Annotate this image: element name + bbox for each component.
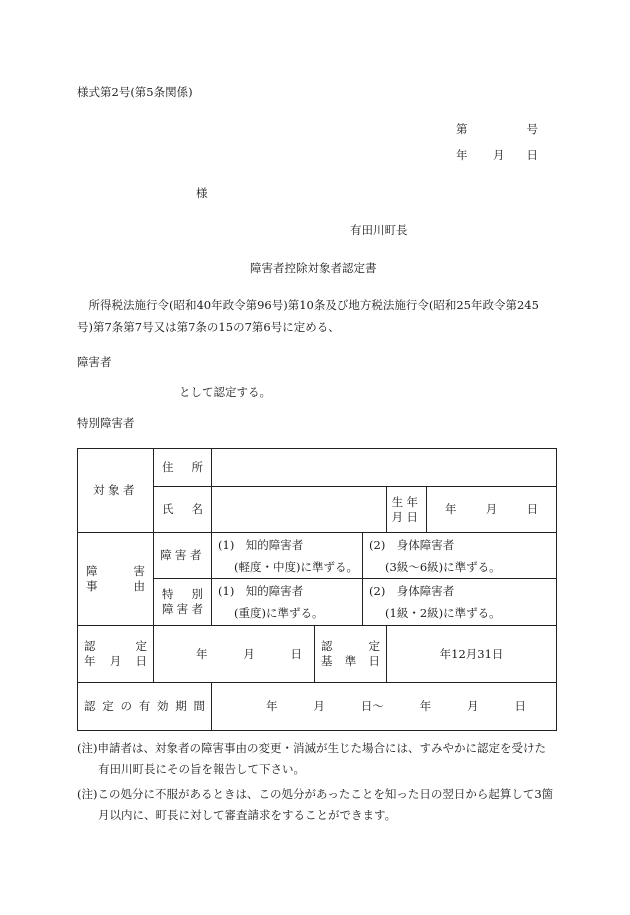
intellectual-1: (1) 知的障害者 (軽度・中度)に準ずる。 — [212, 533, 363, 579]
standard-date-label: 認 定 基 準 日 — [315, 626, 387, 683]
issue-year: 年 — [456, 148, 468, 162]
body-text-line-2: 号)第7条第7号又は第7条の15の7第6号に定める、 — [77, 320, 340, 334]
certify-text: として認定する。 — [179, 385, 271, 399]
intellectual-2: (1) 知的障害者 (重度)に準ずる。 — [212, 579, 363, 626]
validity-value: 年 月 日～ 年 月 日 — [212, 683, 557, 731]
number-suffix: 号 — [526, 122, 538, 136]
issue-month: 月 — [493, 148, 505, 162]
validity-label: 認 定 の 有 効 期 間 — [78, 683, 212, 731]
reason-label: 障 害 事 由 — [78, 533, 154, 626]
certification-table — [77, 448, 557, 731]
document-title: 障害者控除対象者認定書 — [250, 261, 377, 275]
physical-1: (2) 身体障害者 (3級～6級)に準ずる。 — [363, 533, 557, 579]
subject-label: 対象者 — [93, 483, 138, 497]
option-special-disabled: 特別障害者 — [77, 416, 135, 430]
body-text-line-1: 所得税法施行令(昭和40年政令第96号)第10条及び地方税法施行令(昭和25年政令第245 — [88, 298, 539, 312]
note-1: (注)申請者は、対象者の障害事由の変更・消滅が生じた場合には、すみやかに認定を受けた有田川町長にその旨を報告して下さい。 — [77, 741, 546, 776]
number-line — [456, 121, 538, 137]
address-value — [212, 449, 557, 487]
issue-date — [456, 147, 538, 163]
birth-value: 年 月 日 — [427, 487, 557, 533]
name-label-cell — [154, 487, 212, 533]
special-category-label: 特 別 障 害 者 — [154, 579, 212, 626]
addressee-suffix: 様 — [196, 186, 208, 200]
issue-day: 日 — [526, 148, 538, 162]
form-id: 様式第2号(第5条関係) — [77, 85, 193, 99]
issuer: 有田川町長 — [350, 223, 408, 237]
name-label: 氏 名 — [162, 502, 204, 516]
name-value — [212, 487, 387, 533]
standard-date-value: 年12月31日 — [387, 626, 557, 683]
cert-date-value: 年 月 日 — [154, 626, 315, 683]
birth-label: 生年 月日 — [387, 487, 427, 533]
option-disabled: 障害者 — [77, 355, 112, 369]
address-label: 住 所 — [162, 460, 204, 474]
number-prefix: 第 — [456, 122, 468, 136]
subject-label-cell — [78, 449, 154, 533]
note-2: (注)この処分に不服があるときは、この処分があったことを知った日の翌日から起算して3箇月以内に、町長に対して審査請求をすることができます。 — [77, 787, 554, 822]
physical-2: (2) 身体障害者 (1級・2級)に準ずる。 — [363, 579, 557, 626]
disabled-category-label: 障害者 — [154, 533, 212, 579]
cert-date-label: 認 定 年 月 日 — [78, 626, 154, 683]
address-label-cell — [154, 449, 212, 487]
